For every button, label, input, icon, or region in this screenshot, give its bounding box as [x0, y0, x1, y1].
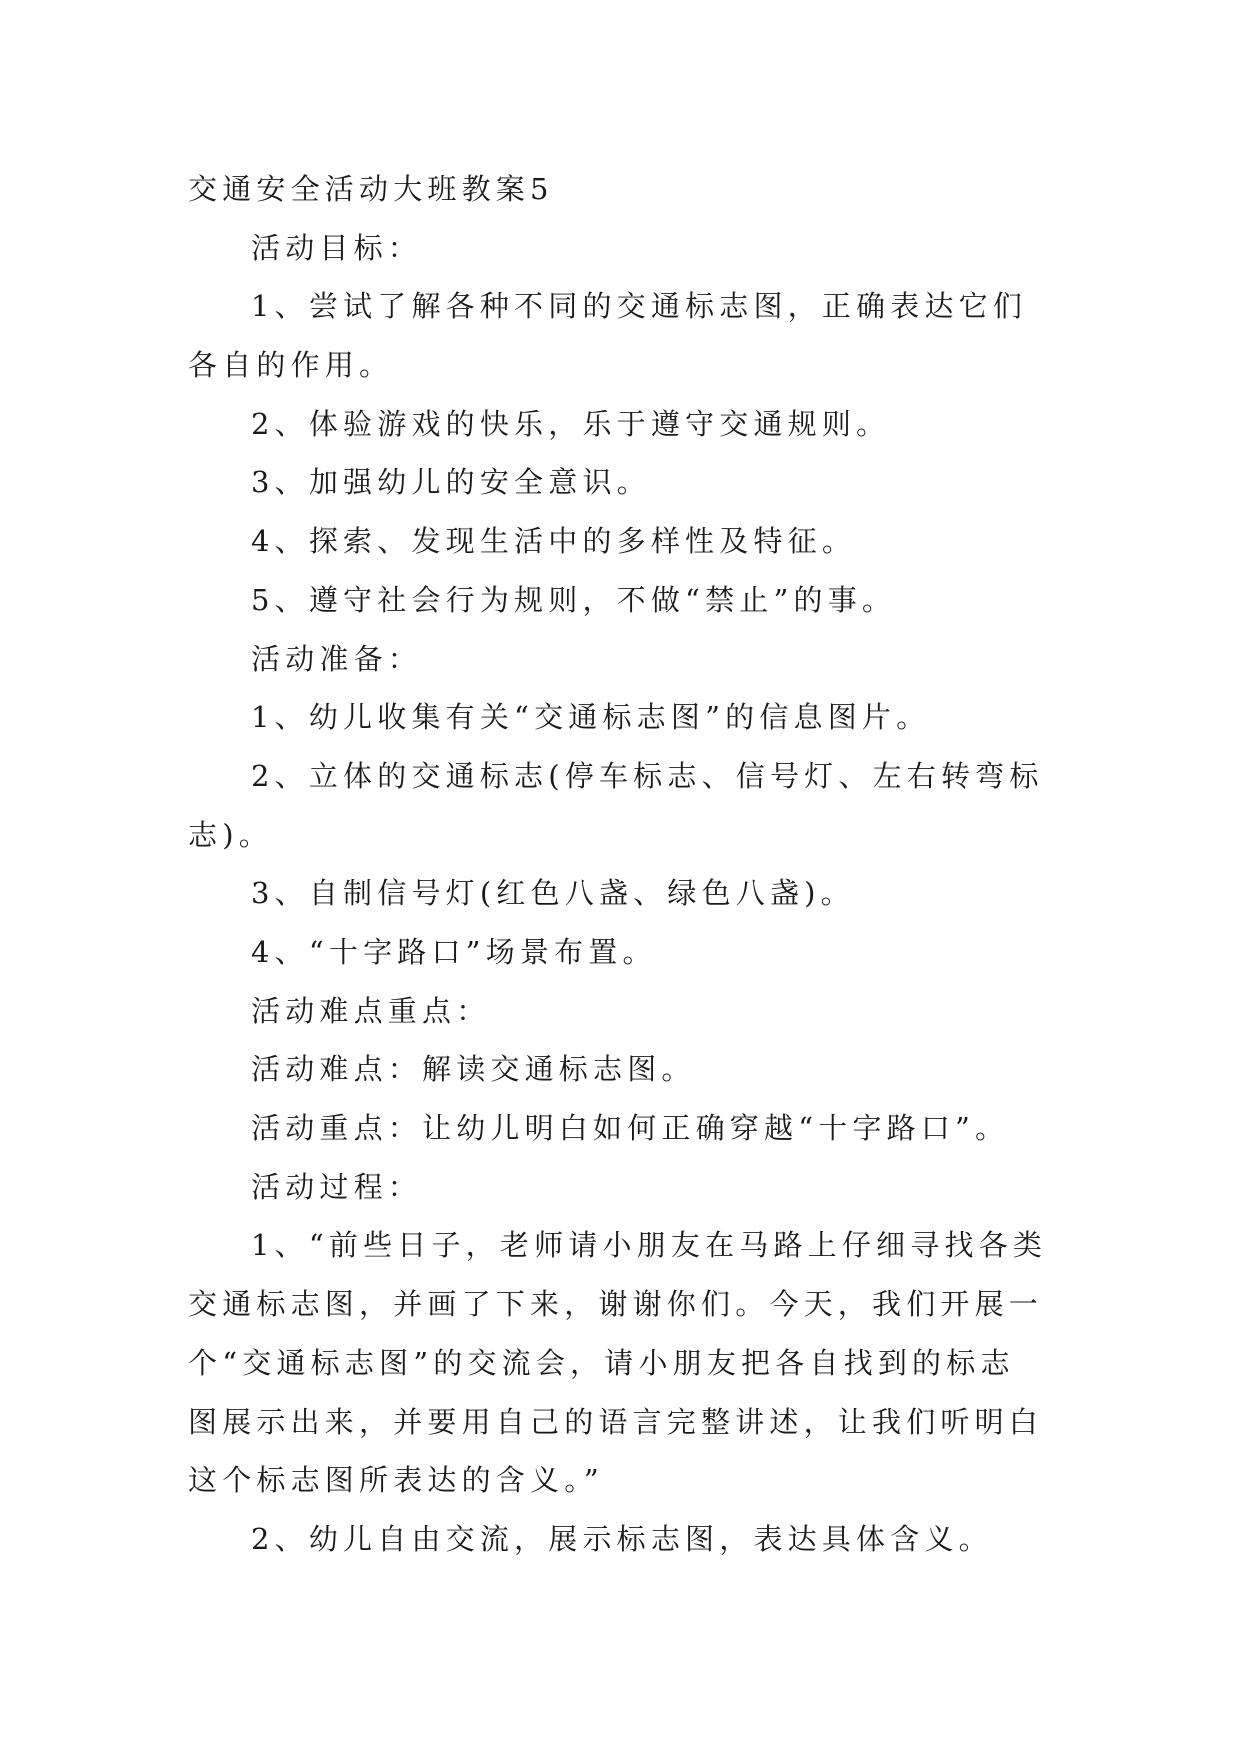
prep-item-2: 2、立体的交通标志(停车标志、信号灯、左右转弯标志)。 — [188, 758, 1044, 852]
prep-item-3: 3、自制信号灯(红色八盏、绿色八盏)。 — [251, 876, 855, 911]
goal-item-5: 5、遵守社会行为规则，不做“禁止”的事。 — [251, 582, 897, 617]
focus-point: 活动重点：让幼儿明白如何正确穿越“十字路口”。 — [251, 1111, 1010, 1146]
goals-heading: 活动目标： — [251, 230, 423, 265]
process-step-1: 1、“前些日子，老师请小朋友在马路上仔细寻找各类交通标志图，并画了下来，谢谢你们。今天，我们开展一个“交通标志图”的交流会，请小朋友把各自找到的标志图展示出来，并要用自己的语言完整讲述，让我们听明白这个标志图所表达的含义。” — [188, 1228, 1048, 1498]
document-title: 交通安全活动大班教案5 — [188, 172, 554, 206]
goal-item-1: 1、尝试了解各种不同的交通标志图，正确表达它们各自的作用。 — [188, 289, 1028, 383]
prep-item-1: 1、幼儿收集有关“交通标志图”的信息图片。 — [251, 700, 931, 735]
difficulty-point: 活动难点：解读交通标志图。 — [251, 1052, 696, 1087]
goal-item-3: 3、加强幼儿的安全意识。 — [251, 465, 651, 500]
process-step-2: 2、幼儿自由交流，展示标志图，表达具体含义。 — [251, 1521, 993, 1556]
goal-item-4: 4、探索、发现生活中的多样性及特征。 — [251, 524, 857, 559]
process-heading: 活动过程： — [251, 1169, 423, 1204]
goal-item-2: 2、体验游戏的快乐，乐于遵守交通规则。 — [251, 406, 891, 441]
prep-item-4: 4、“十字路口”场景布置。 — [251, 935, 657, 969]
prep-heading: 活动准备： — [251, 641, 423, 676]
key-points-heading: 活动难点重点： — [251, 993, 491, 1028]
document-body — [188, 160, 1048, 1569]
